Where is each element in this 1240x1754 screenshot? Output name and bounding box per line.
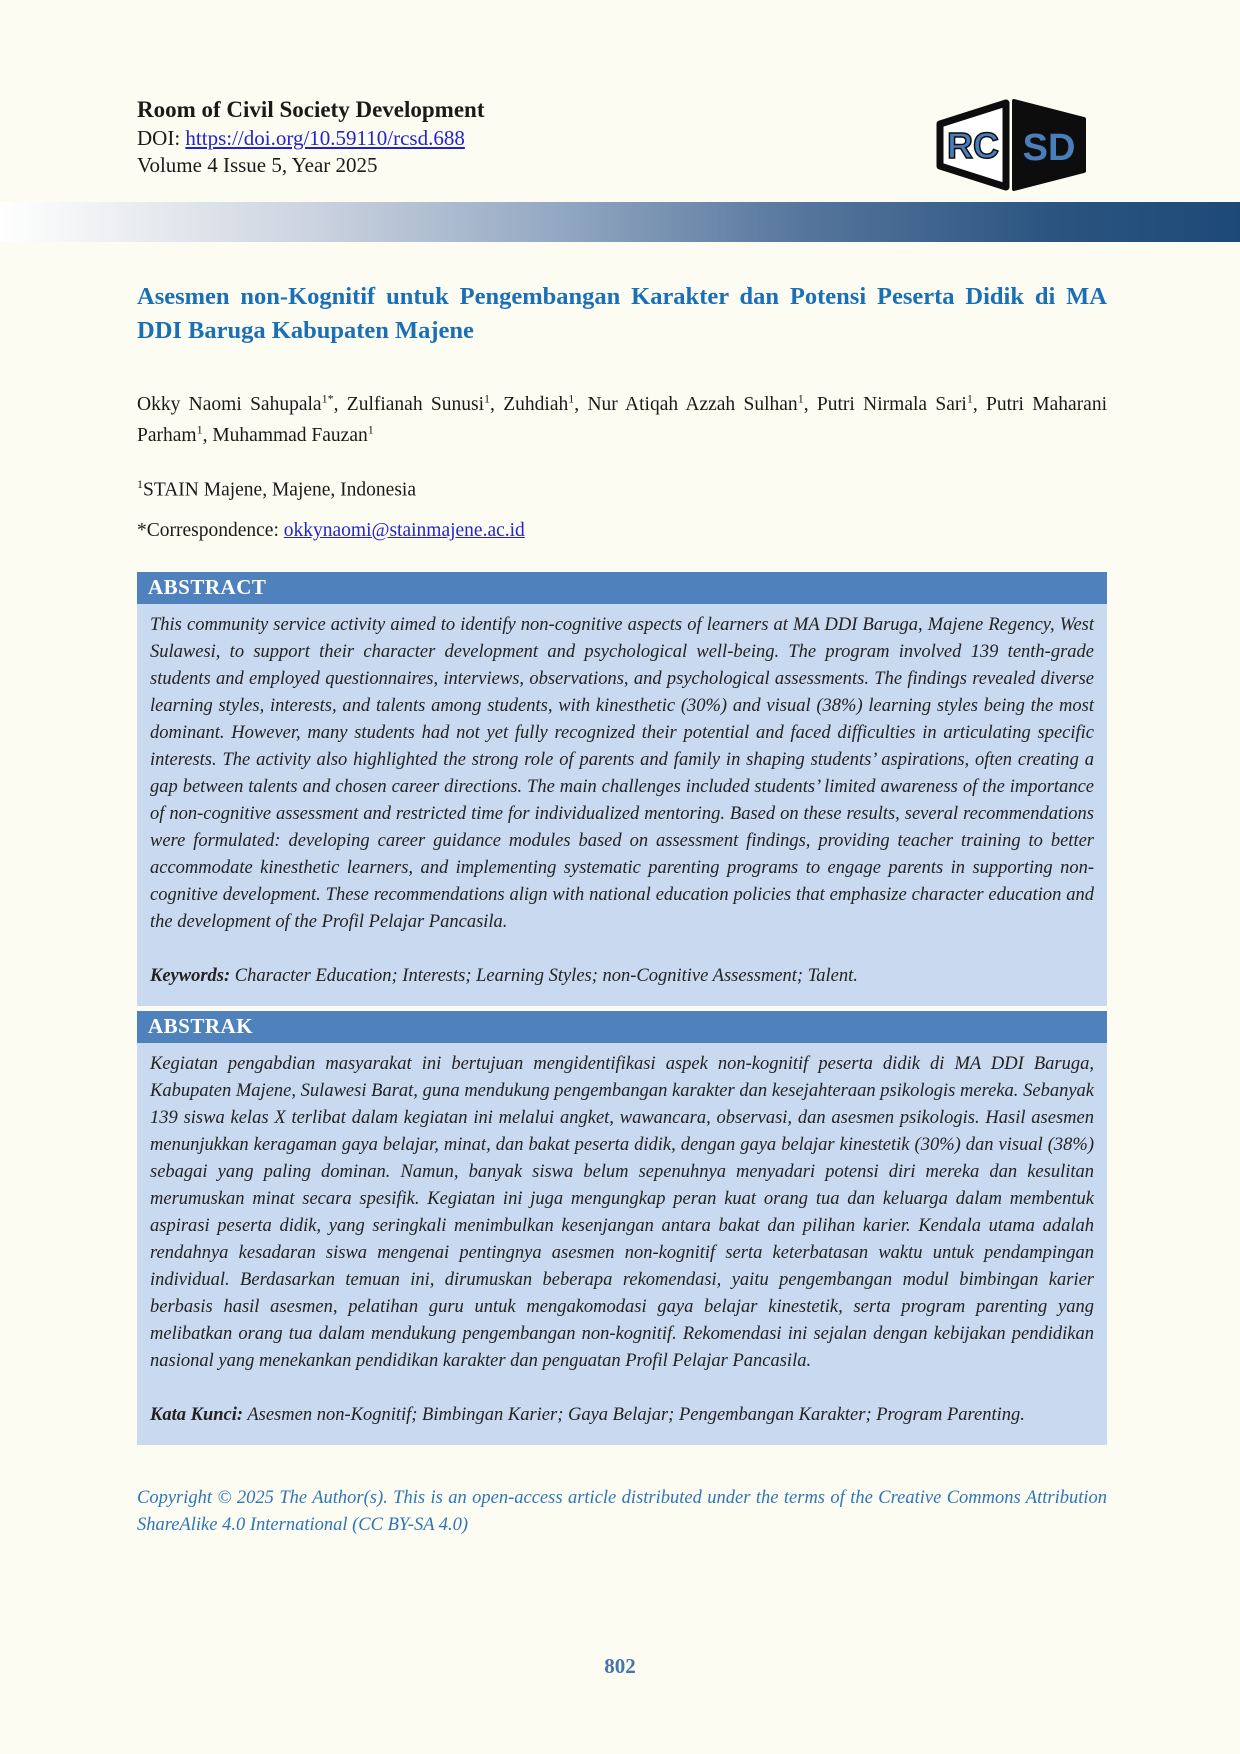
abstrak-heading: ABSTRAK <box>137 1011 1107 1043</box>
kata-kunci-label: Kata Kunci: <box>150 1404 244 1425</box>
doi-link[interactable]: https://doi.org/10.59110/rcsd.688 <box>185 125 465 150</box>
article-content <box>0 280 1240 1538</box>
correspondence-line <box>137 520 1107 542</box>
rcsd-logo-icon <box>936 97 1088 193</box>
affiliation-text: STAIN Majene, Majene, Indonesia <box>143 479 416 501</box>
abstrak-section <box>137 1011 1107 1445</box>
author: Okky Naomi Sahupala$^{1*}$, <box>137 391 347 416</box>
author-affil-marker: 1 <box>797 391 804 406</box>
keywords-text: Character Education; Interests; Learning Styles; non-Cognitive Assessment; Talent. <box>230 965 858 986</box>
logo-left-letters: RC <box>947 125 999 166</box>
author-list <box>137 390 1107 451</box>
author: Nur Atiqah Azzah Sulhan$^1$, <box>587 391 817 416</box>
header-gradient-divider <box>0 202 1240 242</box>
correspondence-email-link[interactable]: okkynaomi@stainmajene.ac.id <box>283 519 525 541</box>
author-affil-marker: 1* <box>321 391 334 406</box>
volume-issue-line: Volume 4 Issue 5, Year 2025 <box>137 153 378 178</box>
author: Zuhdiah$^1$, <box>503 391 588 416</box>
author: Muhammad Fauzan$^1$ <box>212 422 374 446</box>
abstract-body <box>137 604 1107 1006</box>
page-number: 802 <box>604 1654 636 1678</box>
rcsd-logo <box>936 97 1088 193</box>
abstract-heading: ABSTRACT <box>137 572 1107 604</box>
kata-kunci-line <box>150 1402 1094 1429</box>
copyright-notice: Copyright © 2025 The Author(s). This is an open-access article distributed under the terms of the Creative Commons Attribution ShareAlike 4.0 International (CC BY-SA 4.0) <box>137 1487 1107 1535</box>
affiliation-marker: 1 <box>137 477 143 492</box>
author-affil-marker: 1 <box>367 422 374 437</box>
affiliation <box>137 477 1107 502</box>
abstrak-body <box>137 1043 1107 1445</box>
journal-name: Room of Civil Society Development <box>137 97 485 122</box>
author: Putri Nirmala Sari$^1$, <box>816 391 987 416</box>
correspondence-label: *Correspondence: <box>137 519 284 541</box>
logo-right-letters: SD <box>1022 127 1076 169</box>
kata-kunci-text: Asesmen non-Kognitif; Bimbingan Karier; Gaya Belajar; Pengembangan Karakter; Program Parenting. <box>243 1404 1025 1425</box>
abstrak-text: Kegiatan pengabdian masyarakat ini bertujuan mengidentifikasi aspek non-kognitif peserta didik di MA DDI Baruga, Kabupaten Majene, Sulawesi Barat, guna mendukung pengembangan karakter dan kesejahteraan psikologis mereka. Sebanyak 139 siswa kelas X terlibat dalam kegiatan ini melalui angket, wawancara, observasi, dan asesmen psikologis. Hasil asesmen menunjukkan keragaman gaya belajar, minat, dan bakat peserta didik, dengan gaya belajar kinestetik (30%) dan visual (38%) sebagai yang paling dominan. Namun, banyak siswa belum sepenuhnya menyadari potensi diri mereka dan kesulitan merumuskan minat secara spesifik. Kegiatan ini juga mengungkap peran kuat orang tua dan keluarga dalam membentuk aspirasi peserta didik, yang seringkali menimbulkan kesenjangan antara bakat dan pilihan karier. Kendala utama adalah rendahnya kesadaran siswa mengenai pentingnya asesmen non-kognitif serta keterbatasan waktu untuk pendampingan individual. Berdasarkan temuan ini, dirumuskan beberapa rekomendasi, yaitu pengembangan modul bimbingan karier berbasis hasil asesmen, pelatihan guru untuk mengakomodasi gaya belajar kinestetik, serta program parenting yang melibatkan orang tua dalam mendukung pengembangan non-kognitif. Rekomendasi ini sejalan dengan kebijakan pendidikan nasional yang menekankan pendidikan karakter dan penguatan Profil Pelajar Pancasila. <box>150 1053 1094 1371</box>
author-affil-marker: 1 <box>484 391 491 406</box>
keywords-label: Keywords: <box>150 965 231 986</box>
author: Putri Maharani Parham$^1$, <box>137 394 1108 446</box>
page-header <box>0 0 1240 180</box>
abstract-text: This community service activity aimed to identify non-cognitive aspects of learners at MA DDI Baruga, Majene Regency, West Sulawesi, to support their character development and psychological well-being. The program involved 139 tenth-grade students and employed questionnaires, interviews, observations, and psychological assessments. The findings revealed diverse learning styles, interests, and talents among students, with kinesthetic (30%) and visual (38%) learning styles being the most dominant. However, many students had not yet fully recognized their potential and faced difficulties in articulating specific interests. The activity also highlighted the strong role of parents and family in shaping students’ aspirations, often creating a gap between talents and chosen career directions. The main challenges included students’ limited awareness of the importance of non-cognitive assessment and restricted time for individualized mentoring. Based on these results, several recommendations were formulated: developing career guidance modules based on assessment findings, providing teacher training to better accommodate kinesthetic learners, and implementing systematic parenting programs to engage parents in supporting non-cognitive development. These recommendations align with national education policies that emphasize character education and the development of the Profil Pelajar Pancasila. <box>150 614 1094 932</box>
author: Zulfianah Sunusi$^1$, <box>346 391 504 416</box>
author-affil-marker: 1 <box>196 422 203 437</box>
keywords-line <box>150 963 1094 990</box>
abstract-section <box>137 572 1107 1006</box>
author-affil-marker: 1 <box>568 391 575 406</box>
article-title: Asesmen non-Kognitif untuk Pengembangan Karakter dan Potensi Peserta Didik di MA DDI Baruga Kabupaten Majene <box>137 283 1107 344</box>
author-affil-marker: 1 <box>966 391 973 406</box>
doi-label: DOI: <box>137 125 186 150</box>
